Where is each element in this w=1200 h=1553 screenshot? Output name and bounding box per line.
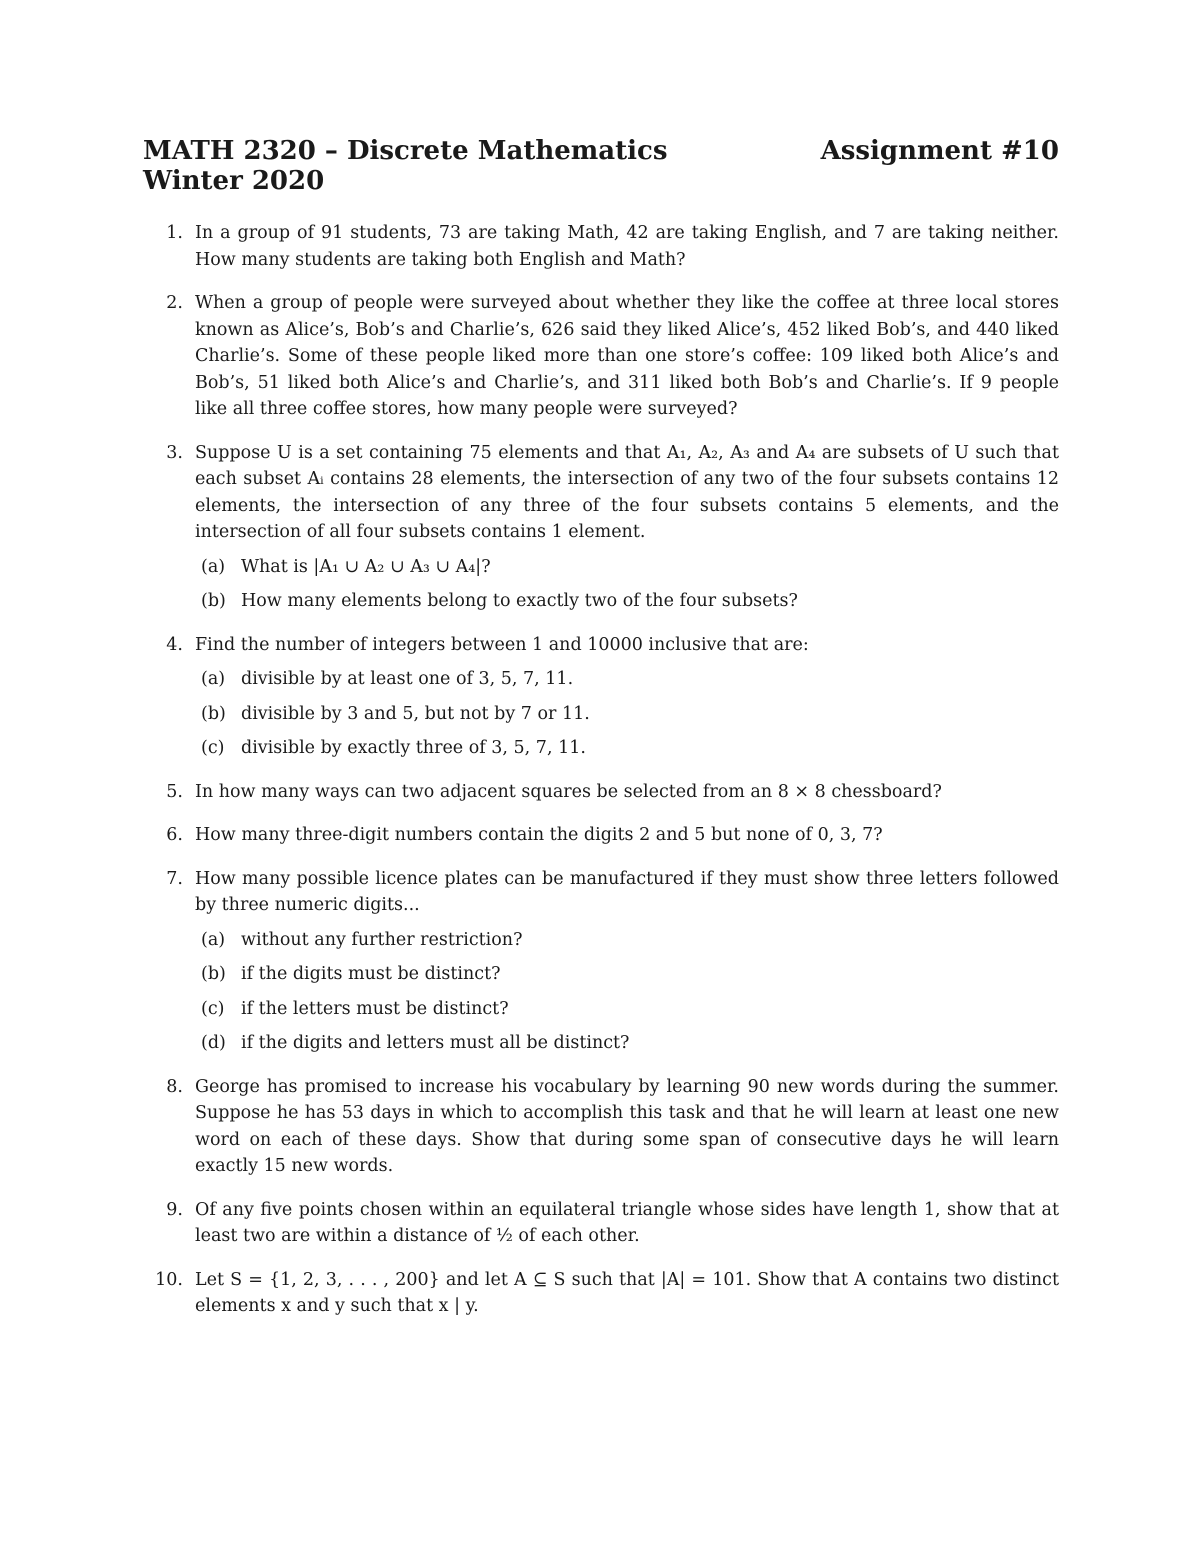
subquestion-text: divisible by 3 and 5, but not by 7 or 11. xyxy=(241,703,590,724)
subquestion-label: (c) xyxy=(201,738,225,758)
problem-text: Of any five points chosen within an equilateral triangle whose sides have length 1, show that at least two are within a distance of ½ of each other. xyxy=(195,1199,1059,1246)
problem-item xyxy=(143,822,1059,849)
subquestion-text: divisible by exactly three of 3, 5, 7, 11. xyxy=(241,738,586,758)
problem-item xyxy=(143,1197,1059,1250)
subquestion-item xyxy=(195,927,1059,954)
problem-text: George has promised to increase his vocabulary by learning 90 new words during the summer. Suppose he has 53 days in which to accomplish this task and that he will learn at least one new word on each of these days. Show that during some span of consecutive days he will learn exactly 15 new words. xyxy=(195,1076,1059,1176)
problem-number: 4. xyxy=(166,634,183,655)
subquestion-text: if the letters must be distinct? xyxy=(241,998,509,1019)
subquestion-label: (b) xyxy=(201,591,226,611)
subquestion-item xyxy=(195,1030,1059,1057)
problem-item xyxy=(143,632,1059,762)
course-title: MATH 2320 – Discrete Mathematics xyxy=(143,136,668,166)
problem-item xyxy=(143,1267,1059,1320)
problem-number: 3. xyxy=(166,442,183,463)
subquestion-item xyxy=(195,961,1059,988)
subquestion-list xyxy=(195,666,1059,762)
problem-number: 5. xyxy=(166,781,183,802)
subquestion-label: (b) xyxy=(201,703,226,724)
problem-text: How many three-digit numbers contain the digits 2 and 5 but none of 0, 3, 7? xyxy=(195,825,883,845)
problem-item xyxy=(143,779,1059,806)
problem-number: 8. xyxy=(166,1076,183,1097)
subquestion-item xyxy=(195,554,1059,581)
subquestion-label: (a) xyxy=(201,929,226,950)
problem-number: 2. xyxy=(166,293,183,313)
problem-number: 1. xyxy=(166,223,183,243)
problem-number: 10. xyxy=(155,1269,183,1290)
problem-item xyxy=(143,440,1059,615)
subquestion-list xyxy=(195,927,1059,1057)
subquestion-text: What is |A₁ ∪ A₂ ∪ A₃ ∪ A₄|? xyxy=(241,556,491,577)
subquestion-item xyxy=(195,701,1059,728)
subquestion-label: (b) xyxy=(201,964,226,984)
subquestion-list xyxy=(195,554,1059,615)
subquestion-label: (d) xyxy=(201,1033,226,1053)
subquestion-label: (a) xyxy=(201,669,226,689)
subquestion-text: How many elements belong to exactly two of the four subsets? xyxy=(241,591,798,611)
subquestion-item xyxy=(195,588,1059,615)
subquestion-item xyxy=(195,996,1059,1023)
problem-text: Find the number of integers between 1 and 10000 inclusive that are: xyxy=(195,634,809,655)
subquestion-text: if the digits and letters must all be distinct? xyxy=(241,1033,630,1053)
subquestion-item xyxy=(195,666,1059,693)
header xyxy=(143,136,1059,198)
problem-item xyxy=(143,866,1059,1057)
problem-item xyxy=(143,290,1059,423)
problem-number: 6. xyxy=(166,825,183,845)
problem-item xyxy=(143,220,1059,273)
problem-text: In how many ways can two adjacent squares be selected from an 8 × 8 chessboard? xyxy=(195,781,942,802)
problem-text: Suppose U is a set containing 75 elements and that A₁, A₂, A₃ and A₄ are subsets of U such that each subset Aᵢ contains 28 elements, the intersection of any two of the four subsets contains 12 elements, the intersection of any three of the four subsets contains 5 elements, and the intersection of all four subsets contains 1 element. xyxy=(195,442,1059,542)
problem-list xyxy=(143,220,1059,1320)
subquestion-label: (c) xyxy=(201,998,225,1019)
assignment-title: Assignment #10 xyxy=(820,136,1059,166)
subquestion-text: divisible by at least one of 3, 5, 7, 11. xyxy=(241,669,574,689)
problem-text: When a group of people were surveyed about whether they like the coffee at three local stores known as Alice’s, Bob’s and Charlie’s, 626 said they liked Alice’s, 452 liked Bob’s, and 440 liked Charlie’s. Some of these people liked more than one store’s coffee: 109 liked both Alice’s and Bob’s, 51 liked both Alice’s and Charlie’s, and 311 liked both Bob’s and Charlie’s. If 9 people like all three coffee stores, how many people were surveyed? xyxy=(195,293,1059,419)
subquestion-label: (a) xyxy=(201,556,226,577)
problem-item xyxy=(143,1074,1059,1180)
problem-number: 7. xyxy=(166,868,183,889)
problem-text: Let S = {1, 2, 3, . . . , 200} and let A ⊆ S such that |A| = 101. Show that A contains two distinct elements x and y such that x | y. xyxy=(195,1269,1059,1316)
problem-text: How many possible licence plates can be manufactured if they must show three letters followed by three numeric digits... xyxy=(195,868,1059,915)
subquestion-item xyxy=(195,735,1059,762)
subquestion-text: without any further restriction? xyxy=(241,929,523,950)
subquestion-text: if the digits must be distinct? xyxy=(241,964,501,984)
term-label: Winter 2020 xyxy=(143,166,325,196)
document-page xyxy=(143,136,1059,1337)
problem-text: In a group of 91 students, 73 are taking Math, 42 are taking English, and 7 are taking neither. How many students are taking both English and Math? xyxy=(195,223,1059,270)
problem-number: 9. xyxy=(166,1199,183,1220)
